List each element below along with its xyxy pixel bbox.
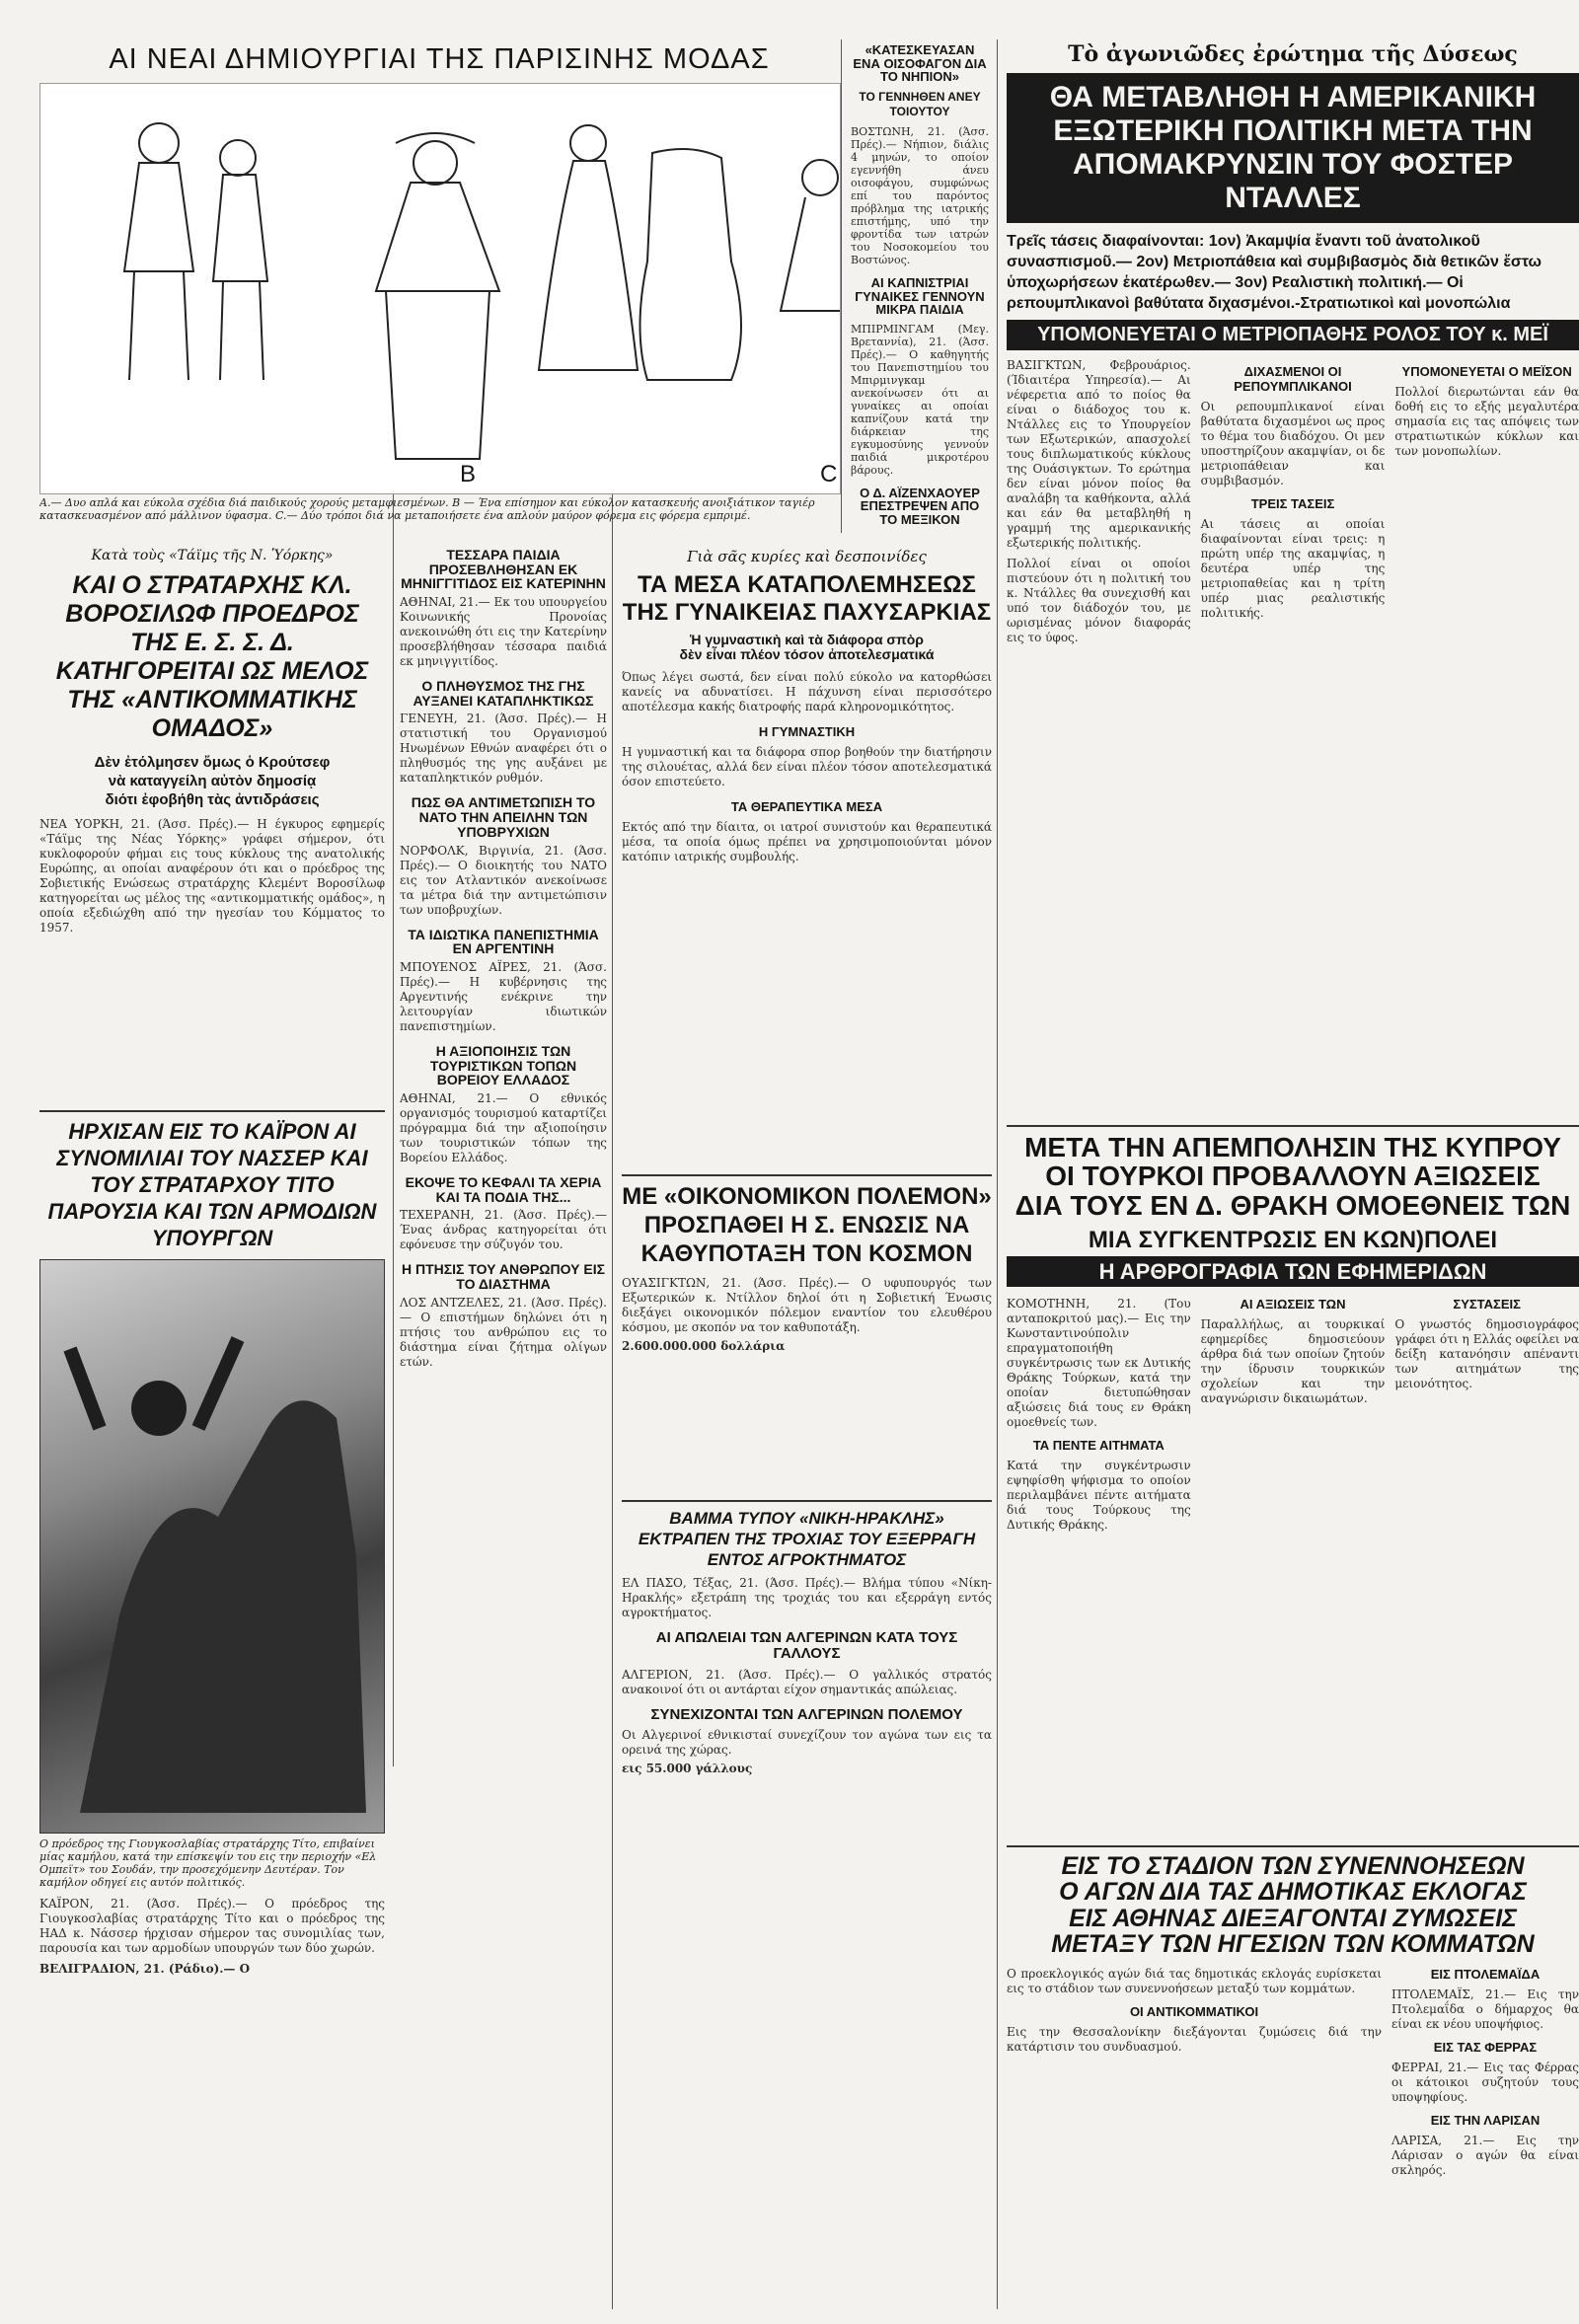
algeria-h3: ΣΥΝΕΧΙΖΟΝΤΑΙ ΤΩΝ ΑΛΓΕΡΙΝΩΝ ΠΟΛΕΜΟΥ: [650, 1705, 963, 1723]
baby-headline: «ΚΑΤΕΣΚΕΥΑΣΑΝ ΕΝΑ ΟΙΣΟΦΑΓΟΝ ΔΙΑ ΤΟ ΝΗΠΙΟΝ»: [853, 43, 987, 85]
cyprus-body-3: Παραλλήλως, αι τουρκικαί εφημερίδες δημοσιεύουν άρθρα διά των οποίων ζητούν την ίδρυσιν τουρκικών σχολείων και την αναγνώρισιν δικαιωμάτων.: [1200, 1317, 1386, 1406]
fat-kicker: Γιὰ σᾶς κυρίες καὶ δεσποινίδες: [687, 548, 927, 565]
west-headline: ΘΑ ΜΕΤΑΒΛΗΘΗ Η ΑΜΕΡΙΚΑΝΙΚΗ ΕΞΩΤΕΡΙΚΗ ΠΟΛΙΤΙΚΗ ΜΕΤΑ ΤΗΝ ΑΠΟΜΑΚΡΥΝΣΙΝ ΤΟΥ ΦΟΣΤΕΡ ΝΤΑΛΛΕΣ: [1049, 81, 1537, 214]
voroshilov-body: ΝΕΑ ΥΟΡΚΗ, 21. (Άσσ. Πρές).— Η έγκυρος εφημερίς «Τάϊμς της Νέας Υόρκης» γράφει σήμερον, ότι κυκλοφορούν φήμαι εις τους κύκλους της ανατολικής Ευρώπης, αι οποίαι αναφέρουν ότι και ο πρόεδρος της Σοβιετικής Ενώσεως στρατάρχης Κλεμέντ Βοροσίλωφ κατηγορείται ως μέλος της «αντικομματικής ομάδος», η οποία εξεδιώχθη από την ηγεσίαν του Κόμματος το 1957.: [39, 817, 385, 935]
tito-camel-photo: [39, 1259, 385, 1834]
algeria-b1: ΕΛ ΠΑΣΟ, Τέξας, 21. (Άσσ. Πρές).— Βλήμα τύπου «Νίκη-Ηρακλής» εξετράπη της τροχιάς του και εξερράγη εντός αγροκτήματος.: [622, 1576, 992, 1619]
fashion-label-b: B: [460, 461, 477, 487]
west-col-3: [1394, 358, 1579, 645]
elections-h1: ΕΙΣ ΤΟ ΣΤΑΔΙΟΝ ΤΩΝ ΣΥΝΕΝΝΟΗΣΕΩΝ: [1061, 1852, 1525, 1880]
fashion-label-c: C: [820, 461, 838, 487]
cyprus-col-3: [1394, 1297, 1579, 1533]
cyprus-h2: ΟΙ ΤΟΥΡΚΟΙ ΠΡΟΒΑΛΛΟΥΝ ΑΞΙΩΣΕΙΣ: [1045, 1161, 1541, 1192]
voroshilov-deck-3: διότι ἐφοβήθη τὰς ἀντιδράσεις: [105, 791, 320, 808]
elections-h3: ΕΙΣ ΑΘΗΝΑΣ ΔΙΕΞΑΓΟΝΤΑΙ ΖΥΜΩΣΕΙΣ: [1069, 1904, 1517, 1932]
algeria-h2: ΑΙ ΑΠΩΛΕΙΑΙ ΤΩΝ ΑΛΓΕΡΙΝΩΝ ΚΑΤΑ ΤΟΥΣ ΓΑΛΛΟΥΣ: [655, 1629, 958, 1662]
algeria-b2: ΑΛΓΕΡΙΟΝ, 21. (Άσσ. Πρές).— Ο γαλλικός στρατός ανακοινοί ότι οι αντάρται είχον σημαντικάς απώλειας.: [622, 1667, 992, 1696]
west-col-1: [1007, 358, 1191, 645]
elections-body-5: ΛΑΡΙΣΑ, 21.— Εις την Λάρισαν ο αγών θα είναι σκληρός.: [1391, 2134, 1579, 2177]
elections-body-1: Ο προεκλογικός αγών διά τας δημοτικάς εκλογάς ευρίσκεται εις το στάδιον των συνεννοήσεων μεταξύ των κομμάτων.: [1007, 1967, 1382, 1995]
war-amount: 2.600.000.000 δολλάρια: [622, 1339, 786, 1353]
west-body-2: Πολλοί είναι οι οποίοι πιστεύουν ότι η πολιτική του κ. Ντάλλες θα συνεχισθή και υπό τον διάδοχόν του, με ωρισμένας μόνον διαφοράς εις το ύφος.: [1007, 557, 1191, 644]
west-col-2: [1201, 358, 1386, 645]
eisenhower-headline: Ο Δ. ΑΪΖΕΝΧΑΟΥΕΡ ΕΠΕΣΤΡΕΨΕΝ ΑΠΟ ΤΟ ΜΕΞΙΚΟΝ: [860, 485, 980, 527]
smokers-headline: ΑΙ ΚΑΠΝΙΣΤΡΙΑΙ ΓΥΝΑΙΚΕΣ ΓΕΝΝΟΥΝ ΜΙΚΡΑ ΠΑΙΔΙΑ: [855, 274, 985, 318]
baby-subheadline: ΤΟ ΓΕΝΝΗΘΕΝ ΑΝΕΥ ΤΟΙΟΥΤΟΥ: [859, 89, 981, 118]
west-body-5: Πολλοί διερωτώνται εάν θα δοθή εις το εξής μεγαλυτέρα σημασία εις τας απόψεις των στρατιωτικών κύκλων και των μονοπωλίων.: [1394, 385, 1579, 458]
west-box-1: ΔΙΧΑΣΜΕΝΟΙ ΟΙ ΡΕΠΟΥΜΠΛΙΚΑΝΟΙ: [1234, 364, 1352, 394]
brief-h2: Ο ΠΛΗΘΥΣΜΟΣ ΤΗΣ ΓΗΣ ΑΥΞΑΝΕΙ ΚΑΤΑΠΛΗΚΤΙΚΩΣ: [413, 678, 594, 709]
nasser-headline: ΗΡΧΙΣΑΝ ΕΙΣ ΤΟ ΚΑΪΡΟΝ ΑΙ ΣΥΝΟΜΙΛΙΑΙ ΤΟΥ ΝΑΣΣΕΡ ΚΑΙ ΤΟΥ ΣΤΡΑΤΑΡΧΟΥ ΤΙΤΟ ΠΑΡΟΥΣΙΑ ΚΑΙ ΤΩΝ ΑΡΜΟΔΙΩΝ ΥΠΟΥΡΓΩΝ: [47, 1119, 377, 1250]
nasser-foot: ΒΕΛΙΓΡΑΔΙΟΝ, 21. (Ράδιο).— Ο: [39, 1962, 251, 1976]
brief-b3: ΝΟΡΦΟΛΚ, Βιργινία, 21. (Άσσ. Πρές).— Ο διοικητής του ΝΑΤΟ εις τον Ατλαντικόν ανεκοίνωσε τα μέτρα διά την αντιμετώπισιν των υποβρυχίων.: [400, 843, 607, 917]
war-section: [622, 1174, 992, 1492]
cyprus-h4: ΜΙΑ ΣΥΓΚΕΝΤΡΩΣΙΣ ΕΝ ΚΩΝ)ΠΟΛΕΙ: [1088, 1227, 1498, 1254]
cyprus-box-1: ΤΑ ΠΕΝΤΕ ΑΙΤΗΜΑΤΑ: [1032, 1438, 1165, 1454]
elections-body-3: ΠΤΟΛΕΜΑΪΣ, 21.— Εις την Πτολεμαΐδα ο δήμαρχος θα είναι εκ νέου υποψήφιος.: [1391, 1987, 1579, 2031]
fat-section: [622, 548, 992, 1164]
fashion-drawing: [40, 84, 840, 493]
brief-h7: Η ΠΤΗΣΙΣ ΤΟΥ ΑΝΘΡΩΠΟΥ ΕΙΣ ΤΟ ΔΙΑΣΤΗΜΑ: [401, 1261, 605, 1292]
voroshilov-deck-2: νὰ καταγγείλη αὐτὸν δημοσίᾳ: [108, 773, 317, 789]
cyprus-box-3: ΣΥΣΤΑΣΕΙΣ: [1453, 1297, 1521, 1312]
brief-h4: ΤΑ ΙΔΙΩΤΙΚΑ ΠΑΝΕΠΙΣΤΗΜΙΑ ΕΝ ΑΡΓΕΝΤΙΝΗ: [408, 926, 599, 957]
fat-box-1: Η ΓΥΜΝΑΣΤΙΚΗ: [758, 724, 856, 739]
voroshilov-deck-1: Δὲν ἐτόλμησεν ὅμως ὁ Κρούτσεφ: [94, 754, 331, 771]
elections-columns: [1007, 1967, 1579, 2178]
elections-h2: Ο ΑΓΩΝ ΔΙΑ ΤΑΣ ΔΗΜΟΤΙΚΑΣ ΕΚΛΟΓΑΣ: [1059, 1878, 1527, 1907]
cyprus-h5: Η ΑΡΘΡΟΓΡΑΦΙΑ ΤΩΝ ΕΦΗΜΕΡΙΔΩΝ: [1007, 1256, 1579, 1287]
fashion-section: [39, 39, 839, 79]
smokers-body: ΜΠΙΡΜΙΝΓΑΜ (Μεγ. Βρεταννία), 21. (Άσσ. Πρές).— Ο καθηγητής του Πανεπιστημίου του Μπιρμινγκαμ ανεκοίνωσεν ότι αι γυναίκες αι οποίαι καπνίζουν κατά την διάρκειαν της εγκυμοσύνης γεννούν παιδιά μικροτέρου βάρους.: [851, 322, 989, 477]
brief-h5: Η ΑΞΙΟΠΟΙΗΣΙΣ ΤΩΝ ΤΟΥΡΙΣΤΙΚΩΝ ΤΟΠΩΝ ΒΟΡΕΙΟΥ ΕΛΛΑΔΟΣ: [429, 1042, 577, 1088]
fat-box-2: ΤΑ ΘΕΡΑΠΕΥΤΙΚΑ ΜΕΣΑ: [730, 799, 883, 814]
cyprus-h1: ΜΕΤΑ ΤΗΝ ΑΠΕΜΠΟΛΗΣΙΝ ΤΗΣ ΚΥΠΡΟΥ: [1024, 1132, 1561, 1162]
elections-box-3: ΕΙΣ ΤΑΣ ΦΕΡΡΑΣ: [1433, 2040, 1538, 2055]
west-deck: Τρεῖς τάσεις διαφαίνονται: 1ον) Ἀκαμψία ἔναντι τοῦ ἀνατολικοῦ συνασπισμοῦ.— 2ον) Μετριοπάθεια καὶ συμβιβασμὸς διὰ θετικῶν ἔστω ὑποχωρήσεων ἑκατέρωθεν.— 3ον) Ρεαλιστικὴ πολιτική.— Οἱ ρεπουμπλικανοὶ βαθύτατα διχασμένοι.-Στρατιωτικοὶ καὶ μονοπώλια: [1007, 233, 1542, 312]
cyprus-h3: ΔΙΑ ΤΟΥΣ ΕΝ Δ. ΘΡΑΚΗ ΟΜΟΕΘΝΕΙΣ ΤΩΝ: [1015, 1189, 1571, 1221]
west-kicker: Τὸ ἀγωνιῶδες ἐρώτημα τῆς Δύσεως: [1068, 41, 1518, 67]
baby-body: ΒΟΣΤΩΝΗ, 21. (Άσσ. Πρές).— Νήπιον, διάλις 4 μηνών, το οποίον εγεννήθη άνευ οισοφάγου, συμφώνως επί του παρόντος πρόβλημα της ιατρικής επιστήμης, υπό την φροντίδα των ιατρών του Νοσοκομείου του Βοστώνος.: [851, 124, 989, 266]
elections-body-4: ΦΕΡΡΑΙ, 21.— Εις τας Φέρρας οι κάτοικοι συζητούν τους υποψηφίους.: [1391, 2061, 1579, 2104]
cyprus-box-2: ΑΙ ΑΞΙΩΣΕΙΣ ΤΩΝ: [1240, 1297, 1346, 1312]
photo-silhouette: [40, 1260, 385, 1833]
briefs-column: [400, 548, 607, 2319]
brief-b1: ΑΘΗΝΑΙ, 21.— Εκ του υπουργείου Κοινωνικής Προνοίας ανεκοινώθη ότι εις την Κατερίνην προσεβλήθησαν τέσσαρα παιδιά εκ μηνιγγιτίδος.: [400, 595, 607, 669]
cyprus-body-4: Ο γνωστός δημοσιογράφος γράφει ότι η Ελλάς οφείλει να δείξη κατανόησιν απέναντι των αιτημάτων της μειονότητος.: [1394, 1317, 1579, 1391]
fashion-illustration: [39, 83, 841, 494]
voroshilov-kicker: Κατὰ τοὺς «Τάϊμς τῆς Ν. Ὑόρκης»: [91, 548, 334, 563]
elections-col-1: [1007, 1967, 1382, 2178]
cyprus-col-2: [1201, 1297, 1386, 1533]
voroshilov-headline: ΚΑΙ Ο ΣΤΡΑΤΑΡΧΗΣ ΚΛ. ΒΟΡΟΣΙΛΩΦ ΠΡΟΕΔΡΟΣ ΤΗΣ Ε. Σ. Σ. Δ. ΚΑΤΗΓΟΡΕΙΤΑΙ ΩΣ ΜΕΛΟΣ ΤΗΣ «ΑΝΤΙΚΟΜΜΑΤΙΚΗΣ ΟΜΑΔΟΣ»: [55, 571, 369, 742]
column-rule: [841, 39, 842, 533]
elections-box-1: ΟΙ ΑΝΤΙΚΟΜΜΑΤΙΚΟΙ: [1129, 2004, 1259, 2019]
cyprus-body-2: Κατά την συγκέντρωσιν εψηφίσθη ψήφισμα το οποίον περιλαμβάνει πέντε αιτήματα διά τους Τούρκους της Δυτικής Θράκης.: [1007, 1459, 1191, 1533]
elections-h4: ΜΕΤΑΞΥ ΤΩΝ ΗΓΕΣΙΩΝ ΤΩΝ ΚΟΜΜΑΤΩΝ: [1051, 1929, 1535, 1958]
column-rule: [997, 39, 998, 2309]
voroshilov-section: [39, 548, 385, 1105]
nasser-section: [39, 1110, 385, 2321]
war-headline: ΜΕ «ΟΙΚΟΝΟΜΙΚΟΝ ΠΟΛΕΜΟΝ» ΠΡΟΣΠΑΘΕΙ Η Σ. ΕΝΩΣΙΣ ΝΑ ΚΑΘΥΠΟΤΑΞΗ ΤΟΝ ΚΟΣΜΟΝ: [622, 1183, 992, 1267]
brief-b6: ΤΕΧΕΡΑΝΗ, 21. (Άσσ. Πρές).— Ένας άνδρας κατηγορείται ότι εφόνευσε την σύζυγόν του.: [400, 1208, 607, 1252]
west-box-3: ΥΠΟΜΟΝΕΥΕΤΑΙ Ο ΜΕΪΣΟΝ: [1401, 364, 1572, 379]
brief-b5: ΑΘΗΝΑΙ, 21.— Ο εθνικός οργανισμός τουρισμού καταρτίζει πρόγραμμα διά την αξιοποίησιν των τουριστικών τόπων της Βορείου Ελλάδος.: [400, 1090, 607, 1164]
west-sub: ΥΠΟΜΟΝΕΥΕΤΑΙ Ο ΜΕΤΡΙΟΠΑΘΗΣ ΡΟΛΟΣ ΤΟΥ κ. ΜΕΪ: [1037, 324, 1548, 345]
fat-body-1: Όπως λέγει σωστά, δεν είναι πολύ εύκολο να κατορθώσει κανείς να αδυνατίσει. Η πάχυνση είναι περισσότερο αποτέλεσμα κακής διατροφής παρά κληρονομικότητος.: [622, 670, 992, 713]
west-sub-box: [1007, 320, 1579, 350]
fat-deck-1: Ἡ γυμναστικὴ καὶ τὰ διάφορα σπὸρ: [690, 632, 924, 647]
algeria-h1: ΒΑΜΜΑ ΤΥΠΟΥ «ΝΙΚΗ-ΗΡΑΚΛΗΣ» ΕΚΤΡΑΠΕΝ ΤΗΣ ΤΡΟΧΙΑΣ ΤΟΥ ΕΞΕΡΡΑΓΗ ΕΝΤΟΣ ΑΓΡΟΚΤΗΜΑΤΟΣ: [638, 1509, 976, 1569]
cyprus-col-1: [1007, 1297, 1191, 1533]
brief-b2: ΓΕΝΕΥΗ, 21. (Άσσ. Πρές).— Η στατιστική του Οργανισμού Ηνωμένων Εθνών αναφέρει ότι ο πληθυσμός της γης αυξάνει με καταπληκτικόν ρυθμόν.: [400, 712, 607, 786]
west-body-1: ΒΑΣΙΓΚΤΩΝ, Φεβρουάριος. (Ίδιαιτέρα Υπηρεσία).— Αι νέφερετια από το ποίος θα είναι ο διάδοχος του κ. Ντάλλες εις το Υπουργείον των Εξωτερικών, απασχολεί τους διπλωματικούς κύκλους της Ουάσιγκτων. Το ερώτημα δεν είναι μόνον ποίος θα αναλάβη τα καθήκοντα, αλλά και εάν θα μεταβληθή η γραμμή της αμερικανικής εξωτερικής πολιτικής.: [1007, 358, 1191, 550]
fashion-caption: A.— Δυο απλά και εύκολα σχέδια διά παιδικούς χορούς μεταμφιεσμένων. B — Ένα επίσημον και εύκολον κατασκευής ανοιξιάτικον ταγιέρ κατασκευασμένον από μάλλινον ύφασμα. C.— Δύο τρόποι διά να μεταποιήσετε ένα απλούν μαύρον φόρεμα εις φόρεμα εμπριμέ.: [39, 496, 815, 522]
elections-box-4: ΕΙΣ ΤΗΝ ΛΑΡΙΣΑΝ: [1430, 2113, 1541, 2128]
elections-col-2: [1391, 1967, 1579, 2178]
fat-headline: ΤΑ ΜΕΣΑ ΚΑΤΑΠΟΛΕΜΗΣΕΩΣ ΤΗΣ ΓΥΝΑΙΚΕΙΑΣ ΠΑΧΥΣΑΡΚΙΑΣ: [622, 571, 992, 626]
cyprus-section: [1007, 1125, 1579, 1837]
elections-box-2: ΕΙΣ ΠΤΟΛΕΜΑΪΔΑ: [1430, 1967, 1541, 1982]
nasser-body: ΚΑΪΡΟΝ, 21. (Άσσ. Πρές).— Ο πρόεδρος της Γιουγκοσλαβίας στρατάρχης Τίτο και ο πρόεδρος της ΗΑΔ κ. Νάσσερ ήρχισαν σήμερον τας συνομιλίας των, παρουσία και των αρμοδίων υπουργών των δύο χωρών.: [39, 1897, 385, 1955]
west-box-2: ΤΡΕΙΣ ΤΑΣΕΙΣ: [1250, 496, 1335, 511]
elections-section: [1007, 1845, 1579, 2321]
west-columns: [1007, 358, 1579, 645]
nasser-caption: Ο πρόεδρος της Γιουγκοσλαβίας στρατάρχης Τίτο, επιβαίνει μίας καμήλου, κατά την επίσκεψίν του εις την περιοχήν «Ελ Ομπεϊτ» του Σουδάν, την προσεχόμενην Δευτέραν. Τον καμήλον οδηγεί εις αυτόν πολιτικός.: [39, 1837, 377, 1889]
algeria-section: [622, 1500, 992, 2321]
west-body-3: Οι ρεπουμπλικανοί είναι βαθύτατα διχασμένοι ως προς το θέμα του διαδόχου. Οι μεν υποστηρίζουν ακαμψίαν, οι δε μετριοπάθειαν και συμβιβασμόν.: [1200, 400, 1386, 487]
brief-h1: ΤΕΣΣΑΡΑ ΠΑΙΔΙΑ ΠΡΟΣΕΒΛΗΘΗΣΑΝ ΕΚ ΜΗΝΙΓΓΙΤΙΔΟΣ ΕΙΣ ΚΑΤΕΡΙΝΗΝ: [401, 548, 606, 592]
elections-body-2: Εις την Θεσσαλονίκην διεξάγονται ζυμώσεις διά την κατάρτισιν του συνδυασμού.: [1007, 2025, 1382, 2054]
fat-body-3: Εκτός από την δίαιτα, οι ιατροί συνιστούν και θεραπευτικά μέσα, τα οποία όμως πρέπει να χρησιμοποιούνται μόνον κατόπιν ιατρικής συμβουλής.: [622, 820, 992, 863]
algeria-amount: εις 55.000 γάλλους: [622, 1762, 753, 1776]
fashion-title: ΑΙ ΝΕΑΙ ΔΗΜΙΟΥΡΓΙΑΙ ΤΗΣ ΠΑΡΙΣΙΝΗΣ ΜΟΔΑΣ: [109, 43, 770, 75]
west-section: [1007, 39, 1579, 1115]
column-rule: [393, 414, 394, 1766]
fat-body-2: Η γυμναστική και τα διάφορα σπορ βοηθούν την διατήρησιν της σιλουέτας, αλλά δεν είναι πλέον τόσον αποτελεσματικά όσον επιστεύετο.: [622, 745, 992, 788]
brief-b4: ΜΠΟΥΕΝΟΣ ΑΪΡΕΣ, 21. (Άσσ. Πρές).— Η κυβέρνησις της Αργεντινής ενέκρινε την λειτουργίαν ιδιωτικών πανεπιστημίων.: [400, 959, 607, 1033]
baby-column: [851, 43, 989, 527]
algeria-b3: Οι Αλγερινοί εθνικισταί συνεχίζουν τον αγώνα των εις τα ορεινά της χώρας.: [622, 1728, 992, 1758]
war-body: ΟΥΑΣΙΓΚΤΩΝ, 21. (Άσσ. Πρές).— Ο υφυπουργός των Εξωτερικών κ. Ντίλλον δηλοί ότι η Σοβιετική Ένωσις διεξάγει οικονομικόν πόλεμον εναντίον του ελευθέρου κόσμου, με σκοπόν να τον καθυποτάξη.: [622, 1276, 992, 1334]
west-body-4: Αι τάσεις αι οποίαι διαφαίνονται είναι τρεις: η πρώτη υπέρ της ακαμψίας, η δευτέρα υπέρ της μετριοπαθείας και η τρίτη υπέρ μιας ρεαλιστικής πολιτικής.: [1200, 517, 1386, 620]
brief-h6: ΕΚΟΨΕ ΤΟ ΚΕΦΑΛΙ ΤΑ ΧΕΡΙΑ ΚΑΙ ΤΑ ΠΟΔΙΑ ΤΗΣ...: [405, 1173, 602, 1205]
brief-b7: ΛΟΣ ΑΝΤΖΕΛΕΣ, 21. (Άσσ. Πρές).— Ο επιστήμων δηλώνει ότι η πτήσις του ανθρώπου εις το διάστημα είναι ζήτημα ολίγων ετών.: [400, 1295, 607, 1369]
fat-deck-2: δὲν εἶναι πλέον τόσον ἀποτελεσματικά: [679, 646, 935, 662]
west-headline-box: [1007, 73, 1579, 223]
cyprus-body-1: ΚΟΜΟΤΗΝΗ, 21. (Του ανταποκριτού μας).— Εις την Κωνσταντινούπολιν επραγματοποιήθη συγκέντρωσις των εκ Δυτικής Θράκης Τούρκων, κατά την οποίαν διετυπώθησαν αξιώσεις διά τους εν Θράκη ομοεθνείς των.: [1007, 1297, 1191, 1430]
cyprus-columns: [1007, 1297, 1579, 1533]
column-rule: [612, 414, 613, 2309]
brief-h3: ΠΩΣ ΘΑ ΑΝΤΙΜΕΤΩΠΙΣΗ ΤΟ ΝΑΤΟ ΤΗΝ ΑΠΕΙΛΗΝ ΤΩΝ ΥΠΟΒΡΥΧΙΩΝ: [411, 794, 596, 840]
